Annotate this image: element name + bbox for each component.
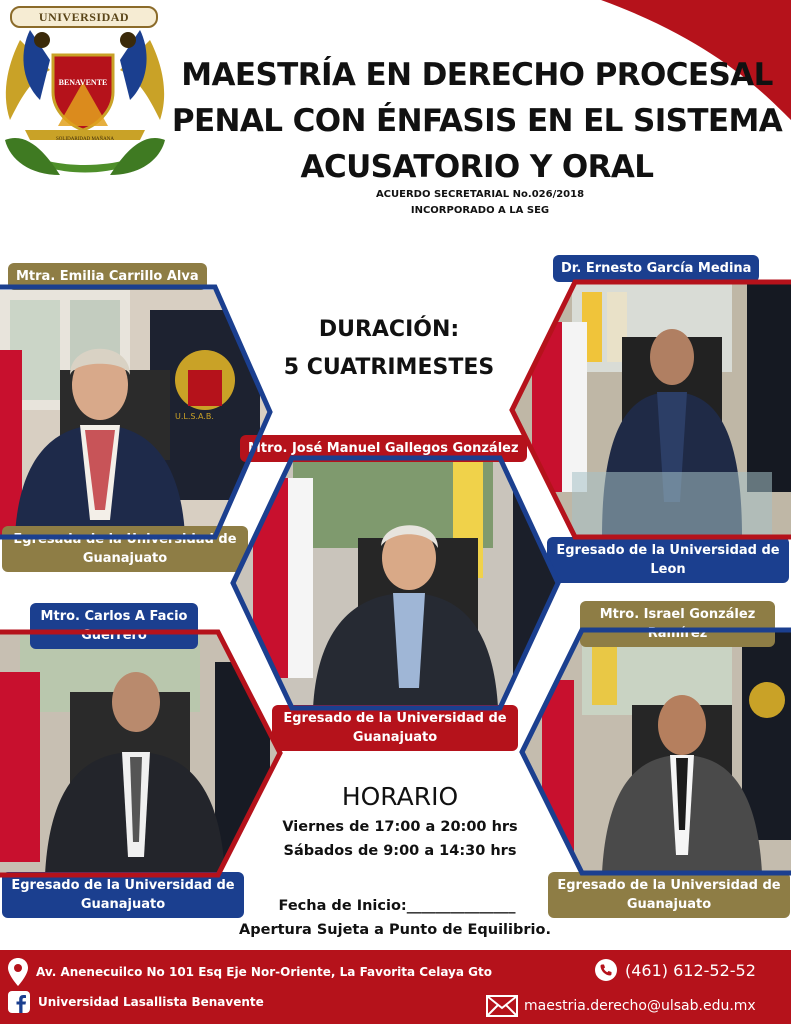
- email-text: maestria.derecho@ulsab.edu.mx: [524, 998, 756, 1014]
- crest-shield-text: BENAVENTE: [58, 78, 108, 87]
- faculty-name-israel: Mtro. Israel González Ramírez: [580, 601, 775, 647]
- faculty-credential-jose-manuel: Egresado de la Universidad de Guanajuato: [272, 705, 518, 751]
- schedule-title: HORARIO: [341, 782, 459, 811]
- schedule-saturday: Sábados de 9:00 a 14:30 hrs: [283, 843, 517, 859]
- duration-value: 5 CUATRIMESTES: [283, 355, 495, 380]
- crest-banner-text: UNIVERSIDAD: [10, 6, 158, 28]
- footer-facebook[interactable]: [8, 991, 264, 1013]
- faculty-name-carlos: Mtro. Carlos A Facio Guerrero: [30, 603, 198, 649]
- faculty-credential-israel: Egresado de la Universidad de Guanajuato: [548, 872, 790, 918]
- faculty-name-emilia: Mtra. Emilia Carrillo Alva: [8, 263, 207, 290]
- footer-address: [8, 958, 492, 986]
- accreditation-line-2: INCORPORADO A LA SEG: [410, 205, 550, 216]
- start-note: Apertura Sujeta a Punto de Equilibrio.: [239, 922, 551, 938]
- program-title-line-1: MAESTRÍA EN DERECHO PROCESAL: [181, 57, 773, 93]
- faculty-photo-carlos: [0, 632, 280, 875]
- footer-email[interactable]: [486, 995, 756, 1017]
- crest-motto-text: SOLIDARIDAD MAÑANA: [56, 137, 114, 142]
- address-text: Av. Anenecuilco No 101 Esq Eje Nor-Oriente, La Favorita Celaya Gto: [36, 965, 492, 979]
- flag-text-emilia: U.L.S.A.B.: [175, 412, 214, 421]
- program-title-line-3: ACUSATORIO Y ORAL: [300, 149, 654, 185]
- faculty-credential-ernesto: Egresado de la Universidad de Leon: [547, 537, 789, 583]
- email-icon: [486, 995, 518, 1017]
- faculty-photo-ernesto: [512, 282, 791, 537]
- faculty-photo-israel: [522, 630, 791, 873]
- facebook-text: Universidad Lasallista Benavente: [38, 995, 264, 1009]
- faculty-credential-carlos: Egresado de la Universidad de Guanajuato: [2, 872, 244, 918]
- contact-footer: [0, 950, 791, 1024]
- program-title-line-2: PENAL CON ÉNFASIS EN EL SISTEMA: [171, 103, 783, 139]
- faculty-name-ernesto: Dr. Ernesto García Medina: [553, 255, 759, 282]
- duration-label: DURACIÓN:: [318, 317, 460, 342]
- university-crest-logo: [0, 0, 170, 192]
- accreditation-line-1: ACUERDO SECRETARIAL No.026/2018: [375, 189, 585, 200]
- crest-shield-icon: [50, 52, 116, 132]
- start-date-label: Fecha de Inicio:_______________: [278, 898, 516, 914]
- faculty-name-jose-manuel: Mtro. José Manuel Gallegos González: [240, 435, 527, 462]
- schedule-friday: Viernes de 17:00 a 20:00 hrs: [282, 819, 518, 835]
- faculty-photo-jose-manuel: [233, 458, 558, 708]
- footer-phone[interactable]: [595, 959, 756, 981]
- program-title: [166, 52, 788, 190]
- faculty-credential-emilia: Egresada de la Universidad de Guanajuato: [2, 526, 248, 572]
- facebook-icon: [8, 991, 30, 1013]
- faculty-photo-emilia: [0, 290, 270, 535]
- phone-text: (461) 612-52-52: [625, 960, 756, 980]
- duration-block: [260, 311, 518, 387]
- phone-icon: [595, 959, 617, 981]
- location-pin-icon: [8, 958, 28, 986]
- accreditation-note: [300, 187, 660, 219]
